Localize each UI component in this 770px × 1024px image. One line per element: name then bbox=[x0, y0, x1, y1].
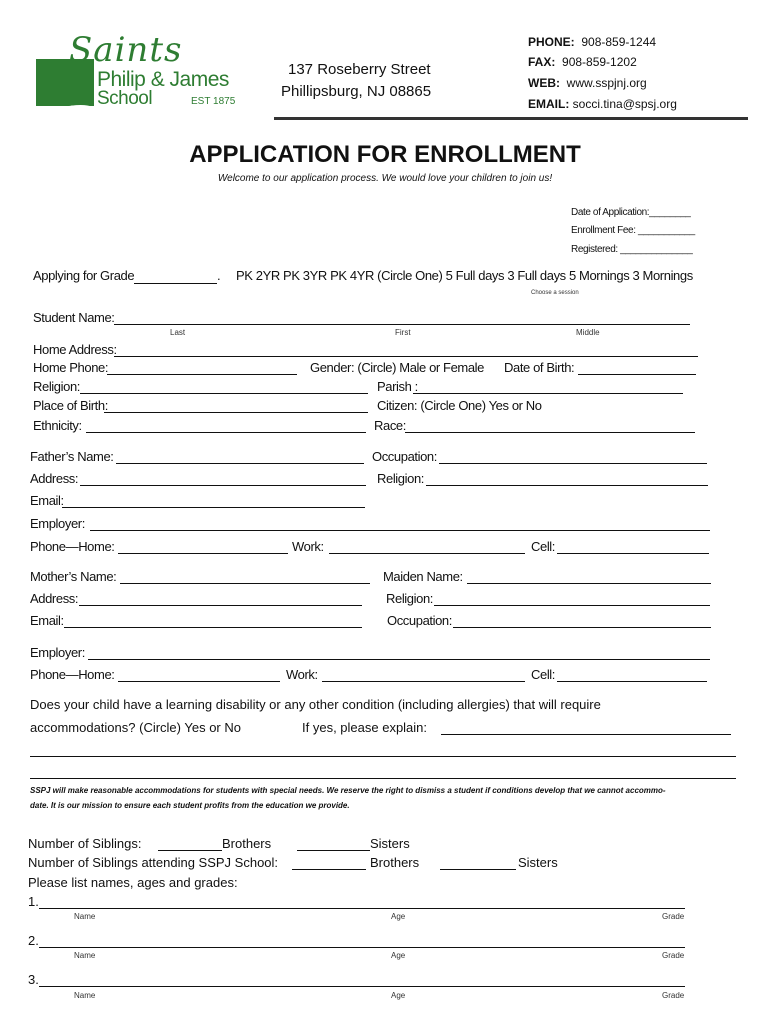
father-phone-home-label: Phone—Home: bbox=[30, 539, 115, 554]
dob-label: Date of Birth: bbox=[504, 360, 575, 375]
religion-label: Religion: bbox=[33, 379, 80, 394]
applying-grade-label: Applying for Grade bbox=[33, 268, 135, 283]
mother-address-label: Address: bbox=[30, 591, 79, 606]
ethnicity-field[interactable] bbox=[86, 432, 366, 433]
sibling-name-caption: Name bbox=[74, 951, 96, 960]
sibling-row-field[interactable] bbox=[39, 947, 685, 948]
disability-circle[interactable]: accommodations? (Circle) Yes or No bbox=[30, 720, 241, 735]
explain-field[interactable] bbox=[441, 734, 731, 735]
mother-religion-field[interactable] bbox=[434, 605, 710, 606]
father-address-field[interactable] bbox=[80, 485, 366, 486]
father-cell-label: Cell: bbox=[531, 539, 556, 554]
sibling-row-num: 1. bbox=[28, 894, 39, 909]
father-work-label: Work: bbox=[292, 539, 324, 554]
sibling-row-num: 2. bbox=[28, 933, 39, 948]
web-link[interactable]: www.sspjnj.org bbox=[566, 76, 647, 90]
place-of-birth-label: Place of Birth: bbox=[33, 398, 108, 413]
siblings-brothers-label: Brothers bbox=[222, 836, 272, 851]
maiden-name-field[interactable] bbox=[467, 583, 711, 584]
phone-label: PHONE: bbox=[528, 35, 575, 49]
father-name-label: Father’s Name: bbox=[30, 449, 114, 464]
father-phone-home-field[interactable] bbox=[118, 553, 288, 554]
phone-value: 908-859-1244 bbox=[581, 35, 657, 49]
father-employer-label: Employer: bbox=[30, 516, 85, 531]
sibling-age-caption: Age bbox=[391, 951, 406, 960]
siblings-sisters-label: Sisters bbox=[370, 836, 410, 851]
school-logo bbox=[33, 30, 243, 110]
sibling-row-field[interactable] bbox=[39, 908, 685, 909]
logo-est: EST 1875 bbox=[191, 96, 236, 107]
first-caption: First bbox=[395, 328, 411, 337]
phone-line bbox=[528, 35, 656, 49]
registered: Registered: ______________ bbox=[571, 244, 693, 255]
last-caption: Last bbox=[170, 328, 186, 337]
web-label: WEB: bbox=[528, 76, 560, 90]
mother-occupation-label: Occupation: bbox=[387, 613, 452, 628]
race-field[interactable] bbox=[405, 432, 695, 433]
mother-employer-label: Employer: bbox=[30, 645, 85, 660]
mother-phone-home-label: Phone—Home: bbox=[30, 667, 115, 682]
fax-label: FAX: bbox=[528, 55, 556, 69]
citizen-field[interactable]: Citizen: (Circle One) Yes or No bbox=[377, 398, 542, 413]
student-name-label: Student Name: bbox=[33, 310, 115, 325]
attending-sisters-field[interactable] bbox=[440, 869, 516, 870]
father-religion-label: Religion: bbox=[377, 471, 424, 486]
dob-field[interactable] bbox=[578, 374, 696, 375]
grade-options[interactable]: PK 2YR PK 3YR PK 4YR (Circle One) 5 Full days 3 Full days 5 Mornings 3 Mornings bbox=[236, 268, 693, 283]
fax-line bbox=[528, 55, 637, 69]
sibling-grade-caption: Grade bbox=[662, 951, 685, 960]
explain-label: If yes, please explain: bbox=[302, 720, 428, 735]
mother-cell-label: Cell: bbox=[531, 667, 556, 682]
mother-email-field[interactable] bbox=[64, 627, 362, 628]
attending-brothers-field[interactable] bbox=[292, 869, 366, 870]
mother-religion-label: Religion: bbox=[386, 591, 433, 606]
parish-field[interactable] bbox=[413, 393, 683, 394]
page-title: APPLICATION FOR ENROLLMENT bbox=[189, 141, 581, 168]
mother-email-label: Email: bbox=[30, 613, 64, 628]
sibling-age-caption: Age bbox=[391, 991, 406, 1000]
father-address-label: Address: bbox=[30, 471, 79, 486]
student-name-field[interactable] bbox=[114, 324, 690, 325]
mother-address-field[interactable] bbox=[79, 605, 362, 606]
web-line bbox=[528, 76, 647, 90]
father-occupation-field[interactable] bbox=[439, 463, 707, 464]
parish-label: Parish : bbox=[377, 379, 418, 394]
notice-line2: date. It is our mission to ensure each student profits from the education we provide. bbox=[30, 801, 350, 810]
logo-name-line2: School bbox=[97, 88, 153, 109]
father-religion-field[interactable] bbox=[426, 485, 708, 486]
explain-line-3[interactable] bbox=[30, 778, 736, 779]
email-line bbox=[528, 97, 677, 111]
logo-saints-text: Saints bbox=[69, 30, 183, 70]
date-of-application: Date of Application:________ bbox=[571, 207, 691, 218]
mother-cell-field[interactable] bbox=[557, 681, 707, 682]
attending-brothers-label: Brothers bbox=[370, 855, 420, 870]
explain-line-2[interactable] bbox=[30, 756, 736, 757]
mother-employer-field[interactable] bbox=[88, 659, 710, 660]
siblings-brothers-field[interactable] bbox=[158, 850, 222, 851]
logo-name-line1: Philip & James bbox=[97, 68, 229, 91]
siblings-list-label: Please list names, ages and grades: bbox=[28, 875, 238, 890]
choose-session-hint: Choose a session bbox=[531, 290, 579, 296]
mother-phone-home-field[interactable] bbox=[118, 681, 280, 682]
father-name-field[interactable] bbox=[116, 463, 364, 464]
home-address-field[interactable] bbox=[114, 356, 698, 357]
mother-work-label: Work: bbox=[286, 667, 318, 682]
ethnicity-label: Ethnicity: bbox=[33, 418, 82, 433]
siblings-sisters-field[interactable] bbox=[297, 850, 370, 851]
sibling-age-caption: Age bbox=[391, 912, 406, 921]
mother-work-field[interactable] bbox=[322, 681, 525, 682]
place-of-birth-field[interactable] bbox=[104, 412, 368, 413]
sibling-name-caption: Name bbox=[74, 912, 96, 921]
sibling-row-num: 3. bbox=[28, 972, 39, 987]
disability-question: Does your child have a learning disability or any other condition (including allergies) that will require bbox=[30, 697, 601, 712]
middle-caption: Middle bbox=[576, 328, 600, 337]
enrollment-fee: Enrollment Fee: ___________ bbox=[571, 225, 695, 236]
address-line1: 137 Roseberry Street bbox=[288, 61, 431, 78]
sibling-row-field[interactable] bbox=[39, 986, 685, 987]
home-phone-field[interactable] bbox=[107, 374, 297, 375]
address-line2: Phillipsburg, NJ 08865 bbox=[281, 83, 432, 100]
mother-name-label: Mother’s Name: bbox=[30, 569, 117, 584]
email-link[interactable]: socci.tina@spsj.org bbox=[572, 97, 677, 111]
religion-field[interactable] bbox=[80, 393, 368, 394]
father-cell-field[interactable] bbox=[557, 553, 709, 554]
email-label: EMAIL: bbox=[528, 97, 570, 111]
siblings-number-label: Number of Siblings: bbox=[28, 836, 142, 851]
father-occupation-label: Occupation: bbox=[372, 449, 437, 464]
mother-occupation-field[interactable] bbox=[453, 627, 711, 628]
father-email-field[interactable] bbox=[62, 507, 365, 508]
attending-sisters-label: Sisters bbox=[518, 855, 558, 870]
maiden-name-label: Maiden Name: bbox=[383, 569, 463, 584]
home-phone-label: Home Phone: bbox=[33, 360, 109, 375]
sibling-grade-caption: Grade bbox=[662, 912, 685, 921]
notice-line1: SSPJ will make reasonable accommodations for students with special needs. We reserve the right to dismiss a student if conditions develop that we cannot accommo- bbox=[30, 786, 666, 795]
father-work-field[interactable] bbox=[329, 553, 525, 554]
father-email-label: Email: bbox=[30, 493, 64, 508]
sibling-name-caption: Name bbox=[74, 991, 96, 1000]
sibling-grade-caption: Grade bbox=[662, 991, 685, 1000]
page-subtitle: Welcome to our application process. We would love your children to join us! bbox=[217, 173, 553, 184]
siblings-attending-label: Number of Siblings attending SSPJ School: bbox=[28, 855, 279, 870]
header-divider bbox=[274, 117, 748, 120]
gender-field[interactable]: Gender: (Circle) Male or Female bbox=[310, 360, 484, 375]
grade-field[interactable] bbox=[134, 283, 217, 284]
race-label: Race: bbox=[374, 418, 406, 433]
mother-name-field[interactable] bbox=[120, 583, 370, 584]
father-employer-field[interactable] bbox=[90, 530, 710, 531]
fax-value: 908-859-1202 bbox=[562, 55, 637, 69]
home-address-label: Home Address: bbox=[33, 342, 117, 357]
